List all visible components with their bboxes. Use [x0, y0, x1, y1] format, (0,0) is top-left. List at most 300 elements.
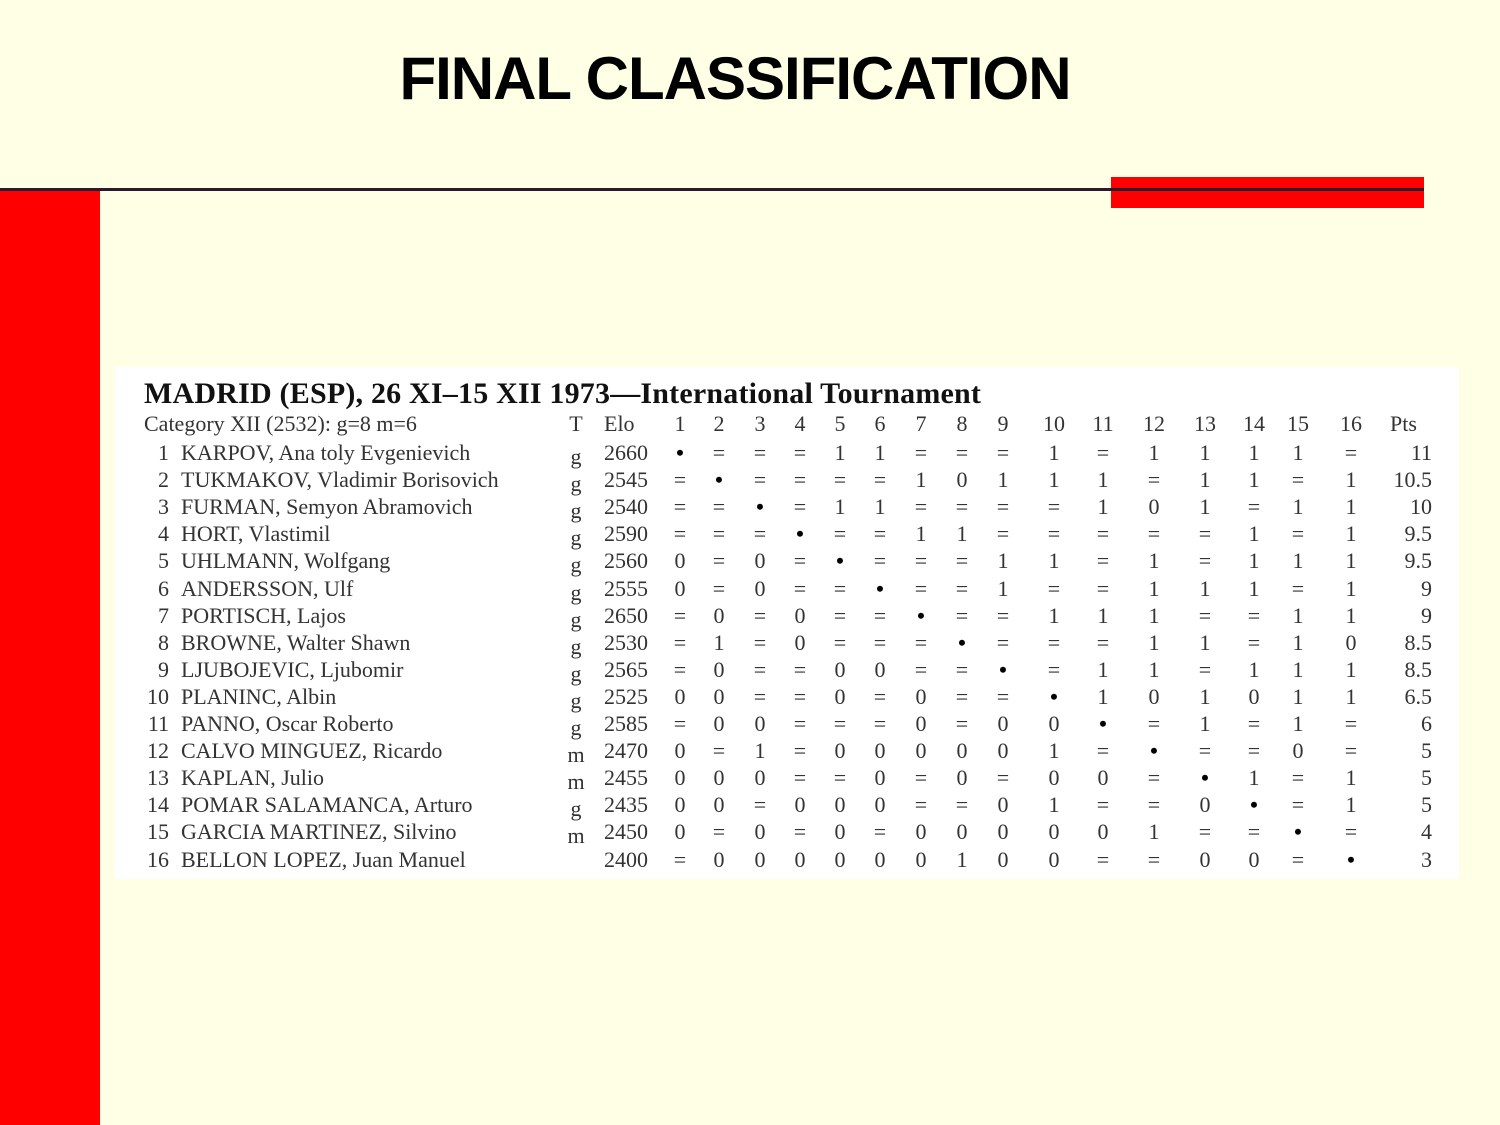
player-name: LJUBOJEVIC, Ljubomir [181, 656, 404, 682]
round-header-3: 3 [754, 411, 766, 436]
result-cell: = [793, 440, 807, 465]
result-cell: 0 [915, 738, 927, 764]
result-cell: = [833, 602, 847, 628]
player-name: UHLMANN, Wolfgang [181, 548, 391, 574]
result-cell: 0 [874, 846, 886, 872]
player-title: g [570, 660, 582, 686]
result-cell: 1 [1345, 656, 1357, 682]
result-cell: 1 [1199, 575, 1211, 601]
result-cell: 0 [956, 765, 968, 791]
player-name: ANDERSSON, Ulf [181, 575, 354, 601]
player-points: 8.5 [1404, 656, 1432, 682]
player-name: KAPLAN, Julio [181, 765, 325, 791]
result-cell: 1 [1292, 548, 1304, 574]
result-cell: = [1247, 711, 1261, 736]
result-cell: 1 [874, 440, 886, 465]
result-cell: = [833, 765, 847, 791]
player-rank: 16 [147, 846, 169, 872]
result-cell: 1 [997, 548, 1009, 574]
result-cell: 0 [713, 683, 725, 709]
player-points: 10.5 [1393, 467, 1432, 493]
result-cell: = [1047, 575, 1061, 601]
result-cell: = [793, 548, 807, 574]
result-cell: = [1344, 819, 1358, 845]
result-cell: 1 [1048, 792, 1060, 818]
result-cell: 0 [1199, 846, 1211, 872]
result-cell: 0 [956, 738, 968, 764]
result-cell: 0 [1345, 629, 1357, 655]
result-cell: 1 [1248, 521, 1260, 547]
result-cell: = [996, 494, 1010, 520]
result-cell: 1 [1345, 521, 1357, 547]
result-cell: 0 [674, 548, 686, 574]
result-cell: = [793, 711, 807, 736]
result-cell: = [1047, 494, 1061, 520]
result-cell: = [793, 467, 807, 493]
result-cell: = [753, 792, 767, 818]
result-cell: 0 [713, 846, 725, 872]
result-cell: 1 [1048, 602, 1060, 628]
player-rank: 11 [147, 711, 169, 736]
player-elo: 2525 [604, 683, 648, 709]
result-cell: 1 [1148, 602, 1160, 628]
result-cell: = [712, 575, 726, 601]
result-cell: 1 [1199, 683, 1211, 709]
result-cell: 0 [1199, 792, 1211, 818]
result-cell: 1 [1097, 602, 1109, 628]
result-cell: = [753, 521, 767, 547]
player-points: 9 [1421, 575, 1432, 601]
result-cell: 1 [1345, 765, 1357, 791]
result-cell: = [1198, 819, 1212, 845]
result-cell: 1 [1345, 575, 1357, 601]
result-cell: = [914, 765, 928, 791]
result-cell: = [873, 819, 887, 845]
player-title: m [567, 769, 585, 795]
player-title: g [570, 715, 582, 740]
result-cell: 1 [1292, 683, 1304, 709]
result-cell: 1 [1248, 440, 1260, 465]
result-cell: = [996, 765, 1010, 791]
result-cell: 0 [794, 602, 806, 628]
result-cell: = [996, 440, 1010, 465]
result-cell: 0 [956, 819, 968, 845]
player-elo: 2650 [604, 602, 648, 628]
player-rank: 3 [158, 494, 169, 520]
result-cell: 1 [1097, 656, 1109, 682]
result-cell: = [793, 494, 807, 520]
result-cell: 0 [1148, 494, 1160, 520]
result-cell: = [1147, 711, 1161, 736]
result-cell: 1 [1292, 656, 1304, 682]
player-points: 6 [1421, 711, 1432, 736]
player-points: 5 [1421, 765, 1432, 791]
result-cell: 0 [915, 846, 927, 872]
result-cell: • [715, 467, 723, 493]
result-cell: = [1047, 656, 1061, 682]
result-cell: 1 [1248, 765, 1260, 791]
player-rank: 14 [147, 792, 169, 818]
player-name: FURMAN, Semyon Abramovich [181, 494, 473, 520]
player-rank: 10 [147, 683, 169, 709]
result-cell: = [955, 494, 969, 520]
result-cell: = [1096, 575, 1110, 601]
result-cell: 0 [713, 765, 725, 791]
result-cell: 0 [915, 711, 927, 736]
result-cell: 0 [997, 846, 1009, 872]
result-cell: = [1247, 629, 1261, 655]
result-cell: 1 [1248, 656, 1260, 682]
result-cell: 1 [915, 521, 927, 547]
result-cell: 1 [1148, 575, 1160, 601]
result-cell: 1 [1345, 494, 1357, 520]
result-cell: • [999, 656, 1007, 682]
round-header-8: 8 [956, 411, 968, 436]
result-cell: = [1198, 521, 1212, 547]
result-cell: = [1096, 738, 1110, 764]
result-cell: = [793, 819, 807, 845]
result-cell: 1 [1199, 467, 1211, 493]
result-cell: = [712, 440, 726, 465]
player-rank: 7 [158, 602, 169, 628]
result-cell: 1 [1097, 467, 1109, 493]
result-cell: 1 [956, 846, 968, 872]
result-cell: = [1291, 521, 1305, 547]
player-rank: 5 [158, 548, 169, 574]
player-elo: 2455 [604, 765, 648, 791]
title-column-header: T [569, 411, 583, 436]
result-cell: = [753, 602, 767, 628]
result-cell: 1 [1148, 440, 1160, 465]
round-header-2: 2 [713, 411, 725, 436]
result-cell: = [1096, 629, 1110, 655]
result-cell: 0 [794, 629, 806, 655]
result-cell: 1 [956, 521, 968, 547]
result-cell: = [1096, 440, 1110, 465]
result-cell: 0 [834, 656, 846, 682]
player-rank: 15 [147, 819, 169, 845]
result-cell: = [753, 440, 767, 465]
points-column-header: Pts [1390, 411, 1417, 436]
result-cell: = [996, 629, 1010, 655]
result-cell: 1 [1048, 467, 1060, 493]
result-cell: 1 [1199, 440, 1211, 465]
result-cell: = [673, 494, 687, 520]
result-cell: = [1291, 467, 1305, 493]
result-cell: 0 [674, 683, 686, 709]
player-elo: 2545 [604, 467, 648, 493]
result-cell: = [1047, 629, 1061, 655]
result-cell: 0 [874, 765, 886, 791]
round-header-1: 1 [674, 411, 686, 436]
player-points: 10 [1410, 494, 1432, 520]
result-cell: = [1096, 521, 1110, 547]
result-cell: = [873, 548, 887, 574]
player-points: 6.5 [1404, 683, 1432, 709]
result-cell: 1 [1097, 683, 1109, 709]
result-cell: 1 [1248, 467, 1260, 493]
result-cell: = [1147, 846, 1161, 872]
result-cell: 0 [834, 846, 846, 872]
result-cell: = [1291, 765, 1305, 791]
result-cell: = [1096, 792, 1110, 818]
result-cell: = [1147, 467, 1161, 493]
result-cell: = [955, 575, 969, 601]
result-cell: = [1147, 792, 1161, 818]
result-cell: 0 [874, 656, 886, 682]
result-cell: 0 [1048, 765, 1060, 791]
result-cell: = [753, 656, 767, 682]
result-cell: 1 [1199, 494, 1211, 520]
round-header-16: 16 [1340, 411, 1362, 436]
result-cell: 0 [794, 792, 806, 818]
player-points: 11 [1410, 440, 1432, 465]
result-cell: = [914, 656, 928, 682]
title-rule-overlay [1111, 188, 1424, 191]
result-cell: 0 [874, 792, 886, 818]
player-title: g [570, 606, 582, 632]
result-cell: = [673, 711, 687, 736]
result-cell: = [712, 738, 726, 764]
player-elo: 2585 [604, 711, 648, 736]
result-cell: = [873, 683, 887, 709]
result-cell: = [1247, 819, 1261, 845]
result-cell: 0 [1097, 765, 1109, 791]
result-cell: 1 [1148, 629, 1160, 655]
result-cell: 0 [713, 656, 725, 682]
player-title: g [570, 471, 582, 497]
result-cell: = [996, 521, 1010, 547]
result-cell: 1 [1345, 792, 1357, 818]
result-cell: 0 [1248, 683, 1260, 709]
result-cell: 1 [874, 494, 886, 520]
result-cell: = [673, 602, 687, 628]
player-rank: 8 [158, 629, 169, 655]
result-cell: • [1050, 683, 1058, 709]
result-cell: • [1201, 765, 1209, 791]
player-elo: 2470 [604, 738, 648, 764]
round-header-4: 4 [794, 411, 806, 436]
result-cell: 0 [1048, 819, 1060, 845]
round-header-15: 15 [1287, 411, 1309, 436]
result-cell: 0 [997, 711, 1009, 736]
result-cell: 0 [997, 792, 1009, 818]
result-cell: 0 [674, 738, 686, 764]
tournament-heading: MADRID (ESP), 26 XI–15 XII 1973—International Tournament [144, 377, 982, 410]
result-cell: 1 [1148, 548, 1160, 574]
result-cell: = [1198, 656, 1212, 682]
player-title: g [570, 633, 582, 659]
player-elo: 2560 [604, 548, 648, 574]
player-rank: 4 [158, 521, 169, 547]
result-cell: 0 [997, 738, 1009, 764]
result-cell: 1 [1148, 656, 1160, 682]
result-cell: = [873, 711, 887, 736]
result-cell: = [914, 792, 928, 818]
result-cell: 1 [1048, 440, 1060, 465]
result-cell: 1 [1048, 548, 1060, 574]
result-cell: = [1247, 494, 1261, 520]
result-cell: = [753, 467, 767, 493]
player-title: g [570, 796, 582, 822]
result-cell: = [1096, 846, 1110, 872]
player-name: CALVO MINGUEZ, Ricardo [181, 738, 443, 764]
result-cell: 0 [834, 683, 846, 709]
result-cell: = [996, 602, 1010, 628]
player-title: g [570, 498, 582, 524]
result-cell: 0 [834, 738, 846, 764]
result-cell: = [914, 548, 928, 574]
result-cell: = [914, 629, 928, 655]
left-accent-bar [0, 190, 100, 1125]
player-elo: 2400 [604, 846, 648, 872]
result-cell: • [1099, 711, 1107, 736]
result-cell: = [955, 792, 969, 818]
player-elo: 2565 [604, 656, 648, 682]
result-cell: • [836, 548, 844, 574]
result-cell: 0 [1048, 846, 1060, 872]
result-cell: 1 [1199, 711, 1211, 736]
result-cell: = [1291, 846, 1305, 872]
player-title: g [570, 579, 582, 605]
result-cell: = [673, 521, 687, 547]
result-cell: 0 [713, 602, 725, 628]
player-points: 8.5 [1404, 629, 1432, 655]
result-cell: • [958, 629, 966, 655]
result-cell: = [914, 575, 928, 601]
result-cell: 0 [754, 765, 766, 791]
player-points: 5 [1421, 738, 1432, 764]
result-cell: 1 [1248, 548, 1260, 574]
result-cell: 0 [874, 738, 886, 764]
player-points: 5 [1421, 792, 1432, 818]
result-cell: 0 [754, 548, 766, 574]
result-cell: 1 [834, 440, 846, 465]
player-rank: 13 [147, 765, 169, 791]
result-cell: 1 [997, 575, 1009, 601]
result-cell: • [676, 440, 684, 465]
result-cell: = [955, 440, 969, 465]
player-points: 9.5 [1404, 548, 1432, 574]
player-name: POMAR SALAMANCA, Arturo [181, 792, 473, 818]
round-header-5: 5 [834, 411, 846, 436]
player-rank: 9 [158, 656, 169, 682]
result-cell: = [1096, 548, 1110, 574]
result-cell: • [796, 521, 804, 547]
result-cell: = [793, 738, 807, 764]
player-elo: 2660 [604, 440, 648, 465]
player-elo: 2540 [604, 494, 648, 520]
result-cell: = [833, 629, 847, 655]
player-name: PANNO, Oscar Roberto [181, 711, 394, 736]
result-cell: = [833, 467, 847, 493]
player-title: g [570, 552, 582, 578]
result-cell: = [1198, 602, 1212, 628]
result-cell: = [712, 494, 726, 520]
result-cell: = [955, 602, 969, 628]
player-name: GARCIA MARTINEZ, Silvino [181, 819, 457, 845]
result-cell: 0 [674, 792, 686, 818]
result-cell: 1 [1292, 602, 1304, 628]
result-cell: = [955, 656, 969, 682]
player-points: 9 [1421, 602, 1432, 628]
result-cell: = [793, 656, 807, 682]
player-name: KARPOV, Ana toly Evgenievich [181, 440, 471, 465]
result-cell: • [917, 602, 925, 628]
result-cell: = [873, 629, 887, 655]
crosstable-panel [115, 367, 1459, 879]
result-cell: = [753, 683, 767, 709]
result-cell: = [793, 765, 807, 791]
player-elo: 2450 [604, 819, 648, 845]
result-cell: = [1344, 738, 1358, 764]
player-elo: 2590 [604, 521, 648, 547]
player-title: m [567, 823, 585, 849]
elo-column-header: Elo [604, 411, 635, 436]
result-cell: = [1291, 792, 1305, 818]
result-cell: 0 [1148, 683, 1160, 709]
round-header-6: 6 [874, 411, 886, 436]
result-cell: 1 [915, 467, 927, 493]
result-cell: = [833, 575, 847, 601]
result-cell: = [1198, 548, 1212, 574]
player-name: PLANINC, Albin [181, 683, 337, 709]
result-cell: = [1344, 711, 1358, 736]
result-cell: 0 [1292, 738, 1304, 764]
result-cell: = [955, 548, 969, 574]
player-name: TUKMAKOV, Vladimir Borisovich [181, 467, 499, 493]
result-cell: = [1147, 521, 1161, 547]
round-header-11: 11 [1092, 411, 1114, 436]
round-header-9: 9 [997, 411, 1009, 436]
result-cell: • [1150, 738, 1158, 764]
result-cell: = [1344, 440, 1358, 465]
result-cell: = [793, 575, 807, 601]
player-points: 4 [1421, 819, 1432, 845]
result-cell: 0 [754, 575, 766, 601]
result-cell: 1 [1048, 738, 1060, 764]
result-cell: 1 [1292, 440, 1304, 465]
result-cell: 0 [794, 846, 806, 872]
result-cell: 0 [1097, 819, 1109, 845]
result-cell: 1 [1292, 629, 1304, 655]
result-cell: = [914, 440, 928, 465]
player-rank: 6 [158, 575, 169, 601]
round-header-13: 13 [1194, 411, 1216, 436]
result-cell: • [756, 494, 764, 520]
result-cell: 0 [674, 819, 686, 845]
player-name: PORTISCH, Lajos [181, 602, 346, 628]
result-cell: = [833, 521, 847, 547]
result-cell: 0 [915, 819, 927, 845]
player-name: HORT, Vlastimil [181, 521, 331, 547]
result-cell: = [955, 711, 969, 736]
player-elo: 2435 [604, 792, 648, 818]
round-header-12: 12 [1143, 411, 1165, 436]
result-cell: = [955, 683, 969, 709]
result-cell: • [1294, 819, 1302, 845]
player-points: 9.5 [1404, 521, 1432, 547]
result-cell: 1 [1292, 494, 1304, 520]
result-cell: 0 [997, 819, 1009, 845]
result-cell: 0 [713, 792, 725, 818]
result-cell: = [873, 602, 887, 628]
result-cell: 0 [674, 765, 686, 791]
result-cell: 1 [1345, 683, 1357, 709]
result-cell: = [914, 494, 928, 520]
result-cell: 0 [674, 575, 686, 601]
result-cell: = [673, 846, 687, 872]
